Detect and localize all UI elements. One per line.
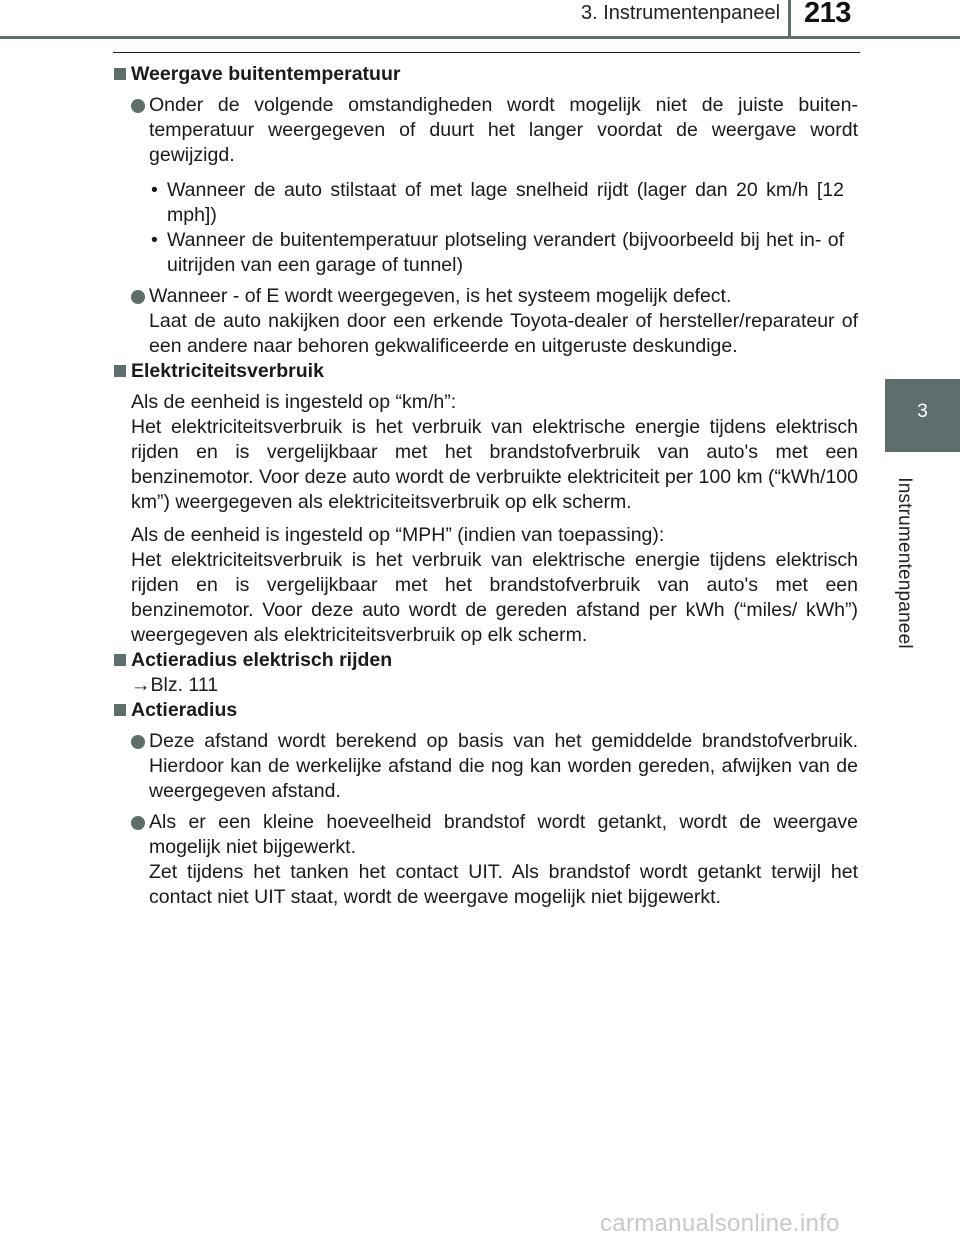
bullet-icon bbox=[131, 290, 145, 304]
bullet-item bbox=[113, 93, 858, 168]
paragraph-mph bbox=[113, 523, 858, 648]
paragraph-body: Het elektriciteitsverbruik is het verbruik van elektrische energie tijdens elektrisch rijden en is vergelijkbaar met het brandstofverbruik van auto's met een benzinemotor. Voor deze auto wordt de gereden afstand per kWh (“miles/ kWh”) weergegeven als elektriciteitsverbruik op elk scherm. bbox=[131, 549, 858, 646]
section-heading-electricity-consumption: Elektriciteitsverbruik bbox=[113, 359, 858, 384]
chapter-tab[interactable] bbox=[885, 379, 960, 452]
bullet-item bbox=[113, 284, 858, 309]
bullet-text: Als er een kleine hoeveelheid brandstof wordt getankt, wordt de weergave mogelijk niet bijgewerkt. bbox=[149, 811, 858, 858]
paragraph-intro: Als de eenheid is ingesteld op “MPH” (indien van toepassing): bbox=[131, 524, 665, 546]
page-content bbox=[113, 62, 858, 910]
chapter-header-title: 3. Instrumentenpaneel bbox=[581, 2, 781, 24]
section-heading-outside-temperature: Weergave buitentemperatuur bbox=[113, 62, 858, 87]
content-top-rule bbox=[113, 52, 860, 53]
page-reference-link[interactable]: →Blz. 111 bbox=[131, 674, 219, 696]
chapter-side-label: Instrumentenpaneel bbox=[894, 477, 915, 649]
sub-list-item: • Wanneer de auto stilstaat of met lage snelheid rijdt (lager dan 20 km/h [12 mph]) bbox=[113, 178, 858, 228]
bullet-text: Deze afstand wordt berekend op basis van het gemiddelde brandstofverbruik. Hierdoor kan de werkelijke afstand die nog kan worden gereden, afwijken van de weergegeven afstand. bbox=[149, 730, 858, 802]
paragraph-km bbox=[113, 390, 858, 515]
bullet-text: Zet tijdens het tanken het contact UIT. Als brandstof wordt getankt terwijl het contact niet UIT staat, wordt de weergave mogelijk niet bijgewerkt. bbox=[149, 861, 858, 908]
page-number: 213 bbox=[804, 0, 851, 29]
bullet-text: Wanneer - of E wordt weergegeven, is het systeem mogelijk defect. bbox=[149, 285, 732, 307]
bullet-item bbox=[113, 729, 858, 804]
bullet-text: Onder de volgende omstandigheden wordt mogelijk niet de juiste buitentemperatuur weergegeven of duurt het langer voordat de weergave wordt gewijzigd. bbox=[149, 94, 858, 166]
paragraph-body: Het elektriciteitsverbruik is het verbruik van elektrische energie tijdens elektrisch rijden en is vergelijkbaar met het brandstofverbruik van auto's met een benzinemotor. Voor deze auto wordt de verbruikte elektriciteit per 100 km (“kWh/100 km”) weergegeven als elektriciteitsverbruik op elk scherm. bbox=[131, 416, 858, 513]
paragraph-intro: Als de eenheid is ingesteld op “km/h”: bbox=[131, 391, 457, 413]
bullet-icon bbox=[131, 99, 145, 113]
bullet-note: Laat de auto nakijken door een erkende Toyota-dealer of hersteller/reparateur of een andere naar behoren gekwalificeerde en uitgeruste deskundige. bbox=[149, 310, 858, 357]
header-rule bbox=[0, 36, 960, 39]
bullet-item bbox=[113, 810, 858, 910]
sub-list-item: • Wanneer de buitentemperatuur plotseling verandert (bijvoorbeeld bij het in- of uitrijden van een garage of tunnel) bbox=[113, 228, 858, 278]
chapter-tab-number: 3 bbox=[917, 401, 928, 422]
header-divider bbox=[788, 0, 791, 38]
section-heading-electric-range: Actieradius elektrisch rijden bbox=[113, 648, 858, 673]
bullet-icon bbox=[131, 816, 145, 830]
section-heading-range: Actieradius bbox=[113, 698, 858, 723]
watermark: carmanualsonline.info bbox=[600, 1210, 840, 1237]
bullet-icon bbox=[131, 735, 145, 749]
